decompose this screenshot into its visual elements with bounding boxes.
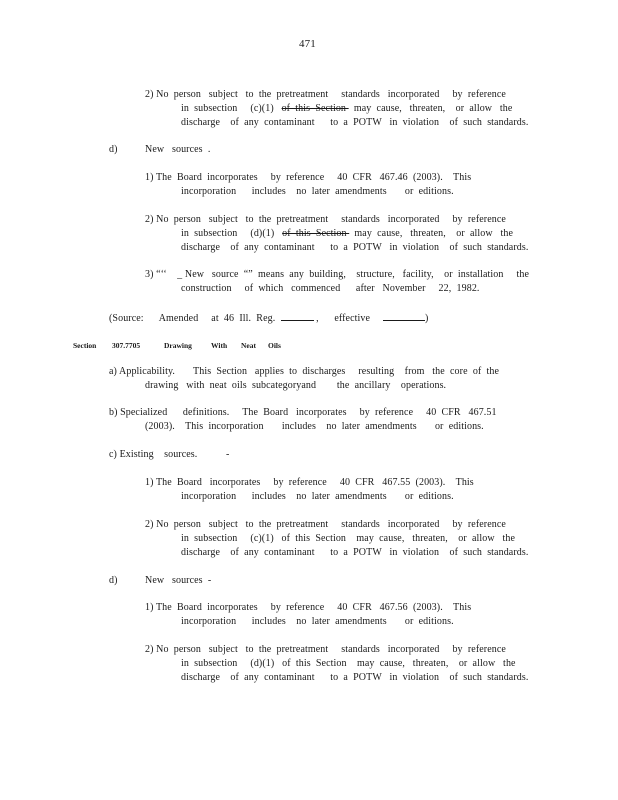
text-span: may cause, threaten, or allow the	[348, 103, 513, 114]
text-span: in subsection (c)(1)	[181, 103, 282, 114]
section-title-word: With	[211, 341, 228, 350]
paragraph-d1b-line2: incorporation includes no later amendments or editions.	[181, 616, 454, 627]
paragraph-d2-line3: discharge of any contaminant to a POTW in violation of such standards.	[181, 242, 529, 253]
blank-line	[281, 311, 314, 321]
paragraph-d2-line1: 2) No person subject to the pretreatment standards incorporated by reference	[145, 214, 506, 225]
paragraph-c1-line2: incorporation includes no later amendments or editions.	[181, 491, 454, 502]
paragraph-b-line1: b) Specialized definitions. The Board incorporates by reference 40 CFR 467.51	[109, 407, 497, 418]
subsection-heading-new-sources: New sources .	[145, 144, 211, 155]
text-span: in subsection (d)(1)	[181, 228, 283, 239]
paragraph-d2b-line3: discharge of any contaminant to a POTW in violation of such standards.	[181, 672, 529, 683]
paragraph-c2b-line3: discharge of any contaminant to a POTW in violation of such standards.	[181, 547, 529, 558]
paragraph-a-line2: drawing with neat oils subcategoryand the ancillary operations.	[145, 380, 447, 391]
dash-mark: -	[226, 449, 230, 460]
subsection-label-d: d)	[109, 575, 118, 586]
paragraph-d1-line1: 1) The Board incorporates by reference 40 CFR 467.46 (2003). This	[145, 172, 472, 183]
paragraph-d1-line2: incorporation includes no later amendments or editions.	[181, 186, 454, 197]
paragraph-c2b-line2: in subsection (c)(1) of this Section may cause, threaten, or allow the	[181, 533, 516, 544]
paragraph-c2-line2	[181, 103, 512, 115]
paragraph-d3-line1: 3) “‘‘ _ New source “” means any building, structure, facility, or installation the	[145, 269, 530, 280]
text-span: (Source: Amended at 46 Ill. Reg.	[109, 313, 281, 324]
section-title-word: Neat	[241, 341, 256, 350]
paragraph-b-line2: (2003). This incorporation includes no later amendments or editions.	[145, 421, 484, 432]
source-note	[109, 311, 428, 325]
paragraph-c2-line1: 2) No person subject to the pretreatment standards incorporated by reference	[145, 89, 506, 100]
paragraph-d1b-line1: 1) The Board incorporates by reference 40 CFR 467.56 (2003). This	[145, 602, 472, 613]
section-title-word: Drawing	[164, 341, 192, 350]
subsection-heading-existing-sources: c) Existing sources.	[109, 449, 198, 460]
subsection-heading-new-sources: New sources -	[145, 575, 212, 586]
paragraph-a-line1: a) Applicability. This Section applies to discharges resulting from the core of the	[109, 366, 500, 377]
struck-text: of this Section	[281, 103, 349, 114]
paragraph-c2-line3: discharge of any contaminant to a POTW in violation of such standards.	[181, 117, 529, 128]
paragraph-d2b-line2: in subsection (d)(1) of this Section may cause, threaten, or allow the	[181, 658, 516, 669]
struck-text: of this Section	[282, 228, 350, 239]
section-number: 307.7705	[112, 341, 141, 350]
section-title-word: Oils	[268, 341, 281, 350]
paragraph-d3-line2: construction of which commenced after November 22, 1982.	[181, 283, 480, 294]
text-span: , effective	[313, 313, 384, 324]
section-label: Section	[73, 341, 97, 350]
subsection-label-d: d)	[109, 144, 118, 155]
paragraph-d2b-line1: 2) No person subject to the pretreatment standards incorporated by reference	[145, 644, 506, 655]
page-number: 471	[299, 38, 316, 50]
paragraph-c2b-line1: 2) No person subject to the pretreatment standards incorporated by reference	[145, 519, 506, 530]
paragraph-c1-line1: 1) The Board incorporates by reference 40 CFR 467.55 (2003). This	[145, 477, 474, 488]
text-span: may cause, threaten, or allow the	[349, 228, 513, 239]
text-span: )	[425, 313, 429, 324]
blank-line	[383, 311, 425, 321]
paragraph-d2-line2	[181, 228, 513, 240]
